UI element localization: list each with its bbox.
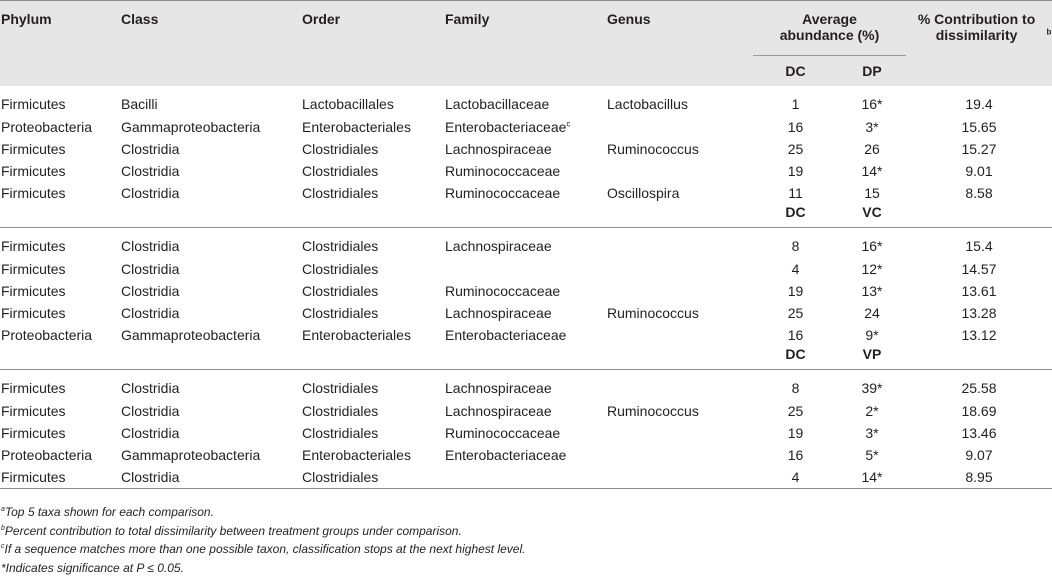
cell-comparison-abundance: 2* [838,400,906,422]
cell-family [444,138,606,160]
cell-contribution: 15.27 [906,138,1052,160]
cell-family-text: Lactobacillaceae [445,96,549,112]
cell-dc-abundance: 25 [753,302,838,324]
subheader-blank-cell [444,346,606,370]
cell-phylum-text: Firmicutes [1,163,66,179]
cell-order [301,116,444,138]
cell-order-text: Enterobacteriales [302,327,411,343]
cell-comparison-abundance: 39* [838,370,906,401]
cell-comparison-abundance: 5* [838,444,906,466]
footnote-mark: c [1,543,5,550]
cell-phylum [0,160,120,182]
cell-class [120,182,301,204]
header-average-abundance [753,1,906,56]
table-row [0,280,1052,302]
cell-order [301,400,444,422]
cell-dc-abundance: 8 [753,370,838,401]
subheader-blank-cell [301,346,444,370]
cell-phylum-text: Firmicutes [1,469,66,485]
cell-phylum-text: Proteobacteria [1,119,92,135]
subheader-blank-cell [301,204,444,228]
cell-genus-text: Ruminococcus [607,141,699,157]
cell-comparison-abundance: 15 [838,182,906,204]
cell-order-text: Clostridiales [302,403,378,419]
cell-family-text: Ruminococcaceae [445,185,560,201]
cell-family-text: Lachnospiraceae [445,141,552,157]
cell-dc-abundance: 11 [753,182,838,204]
cell-dc-abundance: 8 [753,228,838,259]
cell-class-text: Clostridia [121,141,179,157]
table-row [0,400,1052,422]
cell-contribution: 14.57 [906,258,1052,280]
footnote [1,559,525,577]
cell-family [444,324,606,346]
table-row [0,182,1052,204]
cell-family [444,302,606,324]
cell-class [120,422,301,444]
cell-genus-text: Ruminococcus [607,403,699,419]
cell-comparison-abundance: 13* [838,280,906,302]
cell-comparison-abundance: 26 [838,138,906,160]
cell-phylum [0,324,120,346]
cell-class-text: Gammaproteobacteria [121,119,260,135]
table-row [0,86,1052,116]
cell-genus [606,258,753,280]
cell-class [120,86,301,116]
cell-class [120,258,301,280]
group-3-subheader [0,346,1052,370]
cell-class [120,466,301,489]
cell-class [120,280,301,302]
cell-dc-abundance: 19 [753,160,838,182]
cell-class-text: Clostridia [121,261,179,277]
footnotes [1,503,525,577]
cell-class [120,302,301,324]
cell-genus-text: Ruminococcus [607,305,699,321]
footnote-mark: b [1,525,5,532]
cell-contribution: 8.95 [906,466,1052,489]
cell-family-text: Enterobacteriaceae [445,119,566,135]
cell-family [444,228,606,259]
footnote [1,503,525,522]
cell-class-text: Clostridia [121,163,179,179]
cell-phylum-text: Firmicutes [1,185,66,201]
table-row [0,258,1052,280]
cell-phylum [0,258,120,280]
cell-order-text: Clostridiales [302,163,378,179]
cell-comparison-abundance: 14* [838,160,906,182]
cell-family-text: Ruminococcaceae [445,163,560,179]
cell-family-text: Lachnospiraceae [445,238,552,254]
cell-dc-abundance: 4 [753,466,838,489]
cell-comparison-abundance: 9* [838,324,906,346]
subheader-blank-cell [120,204,301,228]
cell-order [301,86,444,116]
table-header [0,1,1052,87]
cell-genus [606,370,753,401]
header-contribution-footnote-mark: b [1047,27,1052,36]
cell-comparison-abundance: 14* [838,466,906,489]
cell-phylum [0,400,120,422]
cell-contribution: 13.12 [906,324,1052,346]
cell-family [444,422,606,444]
cell-class-text: Clostridia [121,380,179,396]
cell-family-text: Enterobacteriaceae [445,327,566,343]
cell-class-text: Clostridia [121,469,179,485]
cell-family [444,160,606,182]
cell-order [301,228,444,259]
table-row [0,116,1052,138]
cell-phylum-text: Firmicutes [1,238,66,254]
cell-order [301,182,444,204]
table-row [0,324,1052,346]
cell-genus [606,324,753,346]
cell-phylum [0,86,120,116]
cell-family-text: Lachnospiraceae [445,403,552,419]
subheader-blank-cell [906,346,1052,370]
cell-comparison-abundance: 3* [838,116,906,138]
cell-class [120,370,301,401]
cell-contribution: 15.4 [906,228,1052,259]
cell-order-text: Clostridiales [302,425,378,441]
cell-family [444,444,606,466]
cell-comparison-abundance: 3* [838,422,906,444]
cell-genus [606,280,753,302]
cell-genus [606,160,753,182]
table-row [0,444,1052,466]
cell-contribution: 9.01 [906,160,1052,182]
header-class: Class [120,1,301,87]
cell-class-text: Clostridia [121,283,179,299]
cell-order [301,422,444,444]
cell-dc-abundance: 1 [753,86,838,116]
cell-contribution: 13.28 [906,302,1052,324]
cell-phylum-text: Firmicutes [1,305,66,321]
cell-dc-abundance: 19 [753,280,838,302]
cell-contribution: 13.61 [906,280,1052,302]
family-footnote-mark: c [566,119,570,128]
cell-comparison-abundance: 12* [838,258,906,280]
cell-family-text: Lachnospiraceae [445,380,552,396]
group-1-right-label: DP [838,56,906,87]
cell-genus [606,182,753,204]
cell-genus [606,466,753,489]
cell-family-text: Ruminococcaceae [445,425,560,441]
subheader-blank-cell [0,346,120,370]
subheader-blank-cell [444,204,606,228]
group-2-left-label: DC [753,204,838,228]
cell-order [301,444,444,466]
cell-family [444,400,606,422]
cell-class [120,444,301,466]
cell-order [301,370,444,401]
cell-class [120,324,301,346]
cell-class-text: Gammaproteobacteria [121,327,260,343]
cell-phylum-text: Firmicutes [1,283,66,299]
cell-contribution: 9.07 [906,444,1052,466]
cell-contribution: 15.65 [906,116,1052,138]
cell-contribution: 13.46 [906,422,1052,444]
cell-phylum [0,302,120,324]
footnote [1,522,525,541]
table-row [0,302,1052,324]
cell-family [444,116,606,138]
cell-phylum [0,444,120,466]
cell-class-text: Clostridia [121,185,179,201]
header-phylum: Phylum [0,1,120,87]
footnote-text: *Indicates significance at P ≤ 0.05. [1,561,184,575]
cell-order-text: Clostridiales [302,238,378,254]
cell-phylum-text: Proteobacteria [1,327,92,343]
cell-class [120,138,301,160]
footnote-mark: a [1,506,5,513]
cell-genus [606,302,753,324]
cell-family [444,258,606,280]
cell-genus [606,116,753,138]
cell-family [444,280,606,302]
cell-class [120,228,301,259]
cell-comparison-abundance: 16* [838,228,906,259]
cell-order-text: Clostridiales [302,305,378,321]
group-2-subheader [0,204,1052,228]
group-3-right-label: VP [838,346,906,370]
cell-phylum-text: Firmicutes [1,261,66,277]
table-row [0,228,1052,259]
footnote [1,540,525,559]
cell-genus [606,400,753,422]
cell-phylum-text: Firmicutes [1,96,66,112]
cell-contribution: 19.4 [906,86,1052,116]
cell-order-text: Clostridiales [302,141,378,157]
cell-order-text: Enterobacteriales [302,119,411,135]
group-1-left-label: DC [753,56,838,87]
table-row [0,160,1052,182]
cell-order-text: Clostridiales [302,261,378,277]
cell-class [120,160,301,182]
cell-family-text: Lachnospiraceae [445,305,552,321]
table-row [0,466,1052,489]
cell-phylum [0,280,120,302]
group-3-left-label: DC [753,346,838,370]
subheader-blank-cell [120,346,301,370]
cell-genus [606,422,753,444]
cell-order-text: Clostridiales [302,283,378,299]
cell-order [301,160,444,182]
cell-phylum [0,228,120,259]
cell-order [301,138,444,160]
cell-dc-abundance: 4 [753,258,838,280]
subheader-blank-cell [606,346,753,370]
cell-class-text: Clostridia [121,238,179,254]
cell-family-text: Enterobacteriaceae [445,447,566,463]
cell-phylum [0,370,120,401]
cell-order-text: Lactobacillales [302,96,394,112]
cell-family [444,370,606,401]
subheader-blank-cell [606,204,753,228]
cell-order [301,302,444,324]
cell-class-text: Clostridia [121,403,179,419]
cell-dc-abundance: 16 [753,116,838,138]
subheader-blank-cell [0,204,120,228]
cell-genus [606,228,753,259]
cell-contribution: 8.58 [906,182,1052,204]
cell-comparison-abundance: 24 [838,302,906,324]
cell-dc-abundance: 25 [753,138,838,160]
cell-dc-abundance: 19 [753,422,838,444]
group-2-right-label: VC [838,204,906,228]
header-genus: Genus [606,1,753,87]
cell-family [444,86,606,116]
cell-order-text: Clostridiales [302,380,378,396]
cell-phylum [0,422,120,444]
cell-order [301,258,444,280]
cell-phylum-text: Firmicutes [1,141,66,157]
header-contribution-label: % Contribution to dissimilarity [907,11,1047,43]
cell-contribution: 18.69 [906,400,1052,422]
cell-order-text: Enterobacteriales [302,447,411,463]
subheader-blank-cell [906,204,1052,228]
cell-order [301,280,444,302]
cell-class [120,116,301,138]
table-row [0,422,1052,444]
cell-phylum-text: Firmicutes [1,380,66,396]
header-contribution [906,1,1052,87]
cell-genus [606,86,753,116]
header-average-abundance-label: Average abundance (%) [775,11,885,43]
table-row [0,370,1052,401]
cell-phylum-text: Firmicutes [1,403,66,419]
cell-phylum [0,138,120,160]
cell-family [444,466,606,489]
cell-class-text: Clostridia [121,305,179,321]
cell-genus [606,444,753,466]
cell-class-text: Gammaproteobacteria [121,447,260,463]
cell-order [301,324,444,346]
table-body [0,86,1052,489]
cell-class-text: Bacilli [121,96,158,112]
cell-order-text: Clostridiales [302,469,378,485]
footnote-text: Percent contribution to total dissimilarity between treatment groups under comparison. [5,524,462,538]
cell-genus-text: Lactobacillus [607,96,688,112]
header-order: Order [301,1,444,87]
cell-phylum-text: Proteobacteria [1,447,92,463]
cell-genus-text: Oscillospira [607,185,679,201]
cell-family-text: Ruminococcaceae [445,283,560,299]
header-family: Family [444,1,606,87]
cell-dc-abundance: 16 [753,324,838,346]
cell-phylum [0,466,120,489]
footnote-text: Top 5 taxa shown for each comparison. [5,505,214,519]
cell-class [120,400,301,422]
cell-order [301,466,444,489]
cell-class-text: Clostridia [121,425,179,441]
cell-phylum-text: Firmicutes [1,425,66,441]
cell-genus [606,138,753,160]
cell-dc-abundance: 16 [753,444,838,466]
cell-order-text: Clostridiales [302,185,378,201]
cell-phylum [0,116,120,138]
cell-family [444,182,606,204]
cell-dc-abundance: 25 [753,400,838,422]
cell-contribution: 25.58 [906,370,1052,401]
footnote-text: If a sequence matches more than one possible taxon, classification stops at the next highest level. [5,542,526,556]
cell-phylum [0,182,120,204]
table-row [0,138,1052,160]
cell-comparison-abundance: 16* [838,86,906,116]
